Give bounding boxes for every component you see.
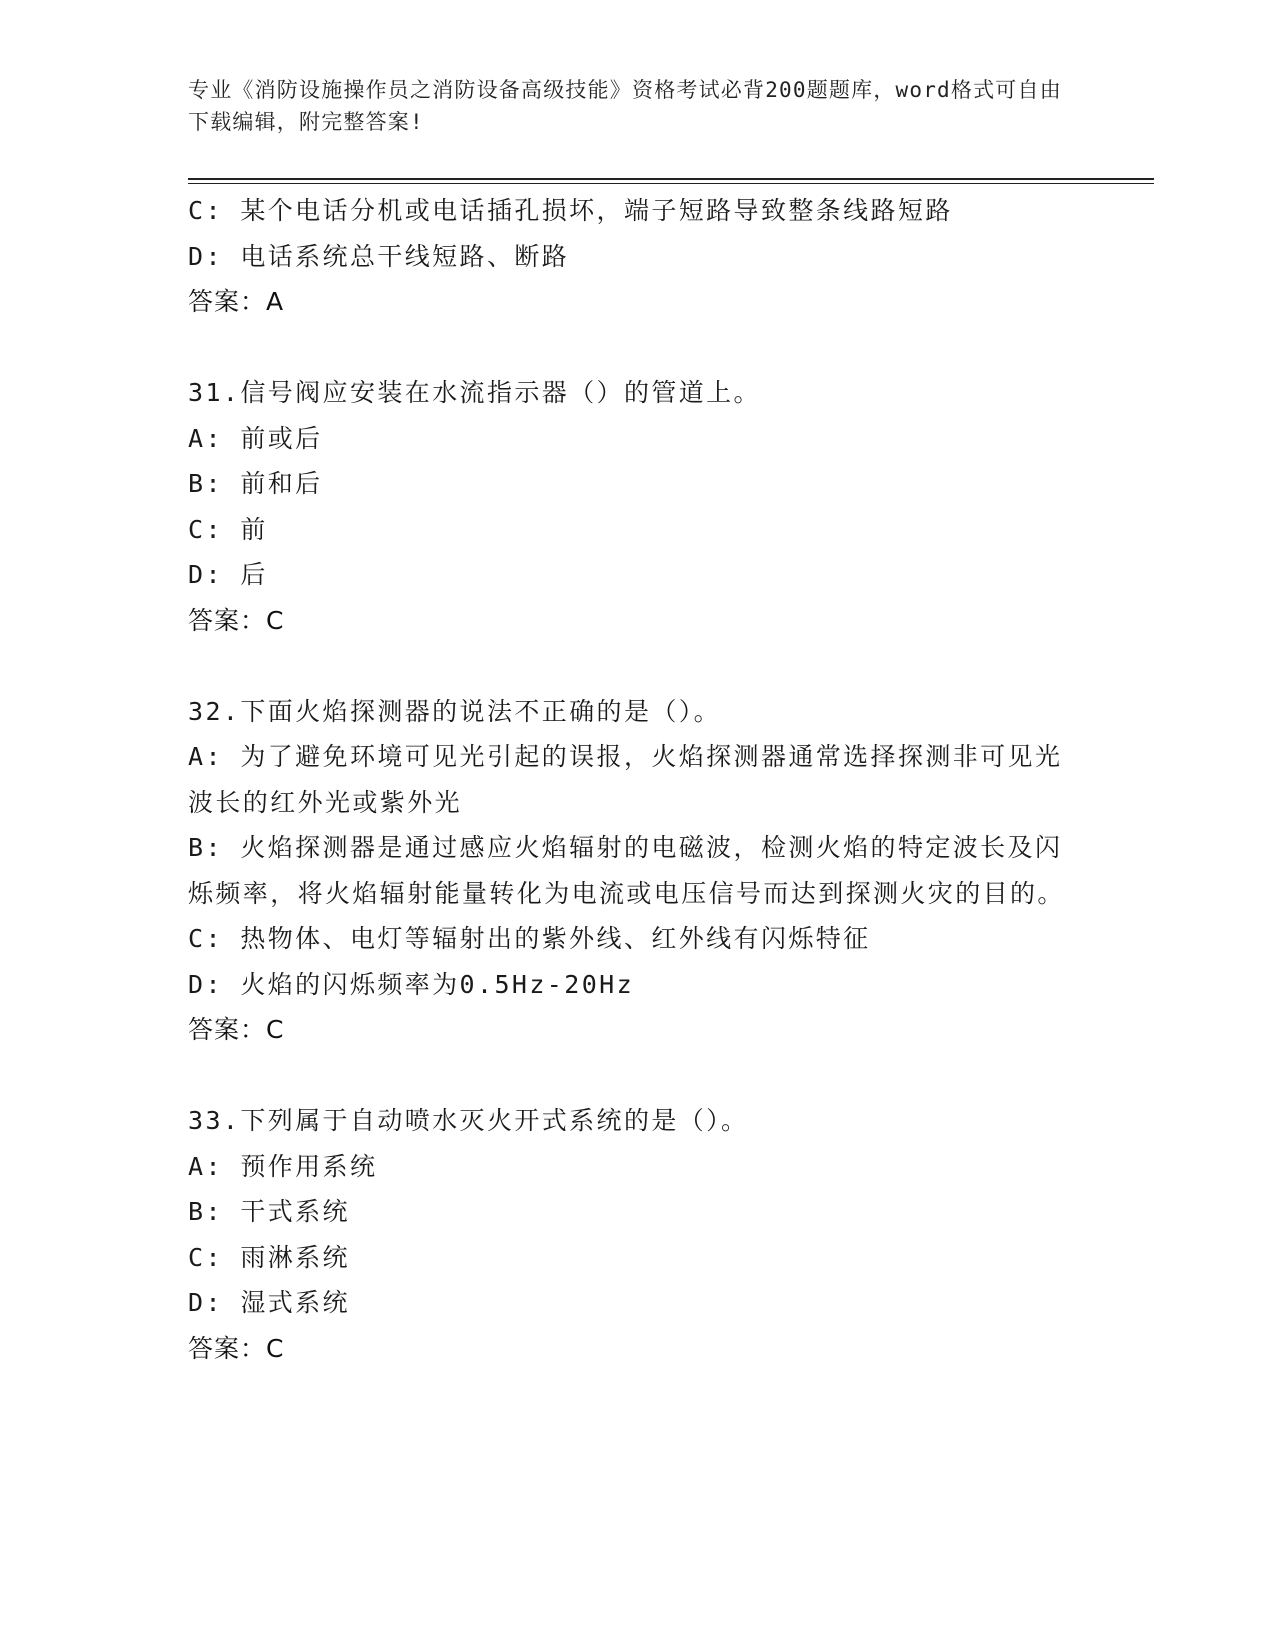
question-stem-32: 32.下面火焰探测器的说法不正确的是（）。 — [188, 696, 722, 726]
option-b: B: 前和后 — [188, 469, 323, 498]
answer-line: 答案：C — [188, 1333, 285, 1363]
option-c: C: 前 — [188, 514, 268, 544]
option-d: D: 火焰的闪烁频率为0.5Hz-20Hz — [188, 969, 635, 999]
option-d: D: 湿式系统 — [188, 1288, 350, 1317]
spacer — [188, 1053, 1088, 1099]
option-a: A: 为了避免环境可见光引起的误报，火焰探测器通常选择探测非可见光波长的红外光或紫外光 — [188, 742, 1063, 817]
answer-line: 答案：A — [188, 287, 285, 316]
option-a: A: 预作用系统 — [188, 1151, 378, 1181]
option-c: C: 雨淋系统 — [188, 1242, 350, 1272]
document-header: 专业《消防设施操作员之消防设备高级技能》资格考试必背200题题库，word格式可自由下载编辑，附完整答案! — [188, 78, 1062, 134]
spacer — [188, 643, 1088, 689]
header-rule-thin — [188, 183, 1154, 184]
option-a: A: 前或后 — [188, 423, 323, 453]
question-stem-33: 33.下列属于自动喷水灭火开式系统的是（）。 — [188, 1106, 749, 1135]
spacer — [188, 325, 1088, 371]
option-d: D: 电话系统总干线短路、断路 — [188, 241, 570, 271]
option-b: B: 火焰探测器是通过感应火焰辐射的电磁波，检测火焰的特定波长及闪烁频率，将火焰辐射能量转化为电流或电压信号而达到探测火灾的目的。 — [188, 833, 1065, 908]
question-content — [188, 188, 1088, 1371]
option-c: C: 某个电话分机或电话插孔损坏，端子短路导致整条线路短路 — [188, 196, 953, 225]
answer-line: 答案：C — [188, 1015, 285, 1044]
question-stem-31: 31.信号阀应安装在水流指示器（）的管道上。 — [188, 378, 761, 407]
answer-line: 答案：C — [188, 605, 285, 635]
header-rule-thick — [188, 178, 1154, 180]
option-c: C: 热物体、电灯等辐射出的紫外线、红外线有闪烁特征 — [188, 924, 871, 953]
option-b: B: 干式系统 — [188, 1197, 350, 1226]
option-d: D: 后 — [188, 560, 268, 589]
